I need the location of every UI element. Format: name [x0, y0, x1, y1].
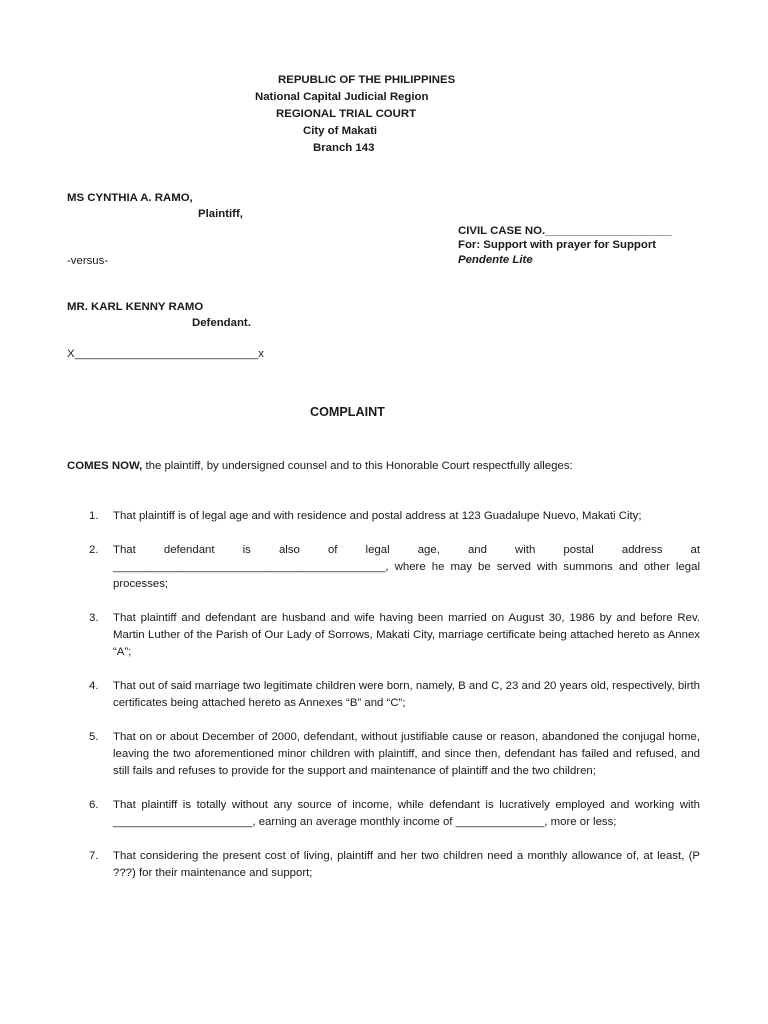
- header-city: City of Makati: [303, 125, 378, 137]
- allegation-text: That plaintiff is totally without any source of income, while defendant is lucratively employed and working with ______________________, earning an average monthly income of ______________, more or less;: [113, 799, 700, 828]
- allegation-text: That plaintiff and defendant are husband and wife having been married on August 30, 1986 by and before Rev. Martin Luther of the Parish of Our Lady of Sorrows, Makati City, marriage certificate being attached hereto as Annex “A”;: [113, 612, 700, 658]
- defendant-label: Defendant.: [192, 317, 251, 329]
- allegation-number: 6.: [89, 799, 99, 811]
- document-title: COMPLAINT: [310, 405, 385, 419]
- case-subject: For: Support with prayer for Support: [458, 239, 657, 251]
- plaintiff-name: MS CYNTHIA A. RAMO,: [67, 192, 193, 204]
- allegation-number: 5.: [89, 731, 99, 743]
- allegation-number: 7.: [89, 850, 99, 862]
- allegation-item: [68, 848, 700, 882]
- allegations-list: [68, 508, 700, 899]
- allegation-number: 3.: [89, 612, 99, 624]
- allegation-number: 4.: [89, 680, 99, 692]
- allegation-text: That out of said marriage two legitimate children were born, namely, B and C, 23 and 20 years old, respectively, birth certificates being attached hereto as Annexes “B” and “C”;: [113, 680, 700, 709]
- civil-case-number: CIVIL CASE NO.____________________: [458, 225, 672, 237]
- header-region: National Capital Judicial Region: [255, 91, 429, 103]
- allegation-text: That considering the present cost of living, plaintiff and her two children need a monthly allowance of, at least, (P ???) for their maintenance and support;: [113, 850, 700, 879]
- plaintiff-label: Plaintiff,: [198, 208, 243, 220]
- allegation-text: That plaintiff is of legal age and with residence and postal address at 123 Guadalupe Nuevo, Makati City;: [113, 510, 642, 522]
- allegation-item: [68, 797, 700, 831]
- allegation-item: [68, 610, 700, 661]
- header-republic: REPUBLIC OF THE PHILIPPINES: [278, 74, 456, 86]
- defendant-name: MR. KARL KENNY RAMO: [67, 301, 204, 313]
- allegation-number: 2.: [89, 544, 99, 556]
- caption-separator: X_____________________________x: [67, 348, 265, 360]
- allegation-text: That defendant is also of legal age, and with postal address at ___________________________________________, where he may be served with summons and other legal processes;: [113, 544, 700, 590]
- allegation-item: [68, 542, 700, 593]
- header-court: REGIONAL TRIAL COURT: [276, 108, 417, 120]
- versus-label: -versus-: [67, 255, 109, 267]
- intro-lead: COMES NOW,: [67, 460, 143, 472]
- header-branch: Branch 143: [313, 142, 375, 154]
- allegation-item: [68, 508, 700, 525]
- allegation-item: [68, 729, 700, 780]
- intro-text: the plaintiff, by undersigned counsel and to this Honorable Court respectfully alleges:: [142, 460, 573, 472]
- case-subject-italic: Pendente Lite: [458, 254, 533, 266]
- intro-paragraph: [67, 458, 573, 475]
- allegation-item: [68, 678, 700, 712]
- allegation-number: 1.: [89, 510, 99, 522]
- allegation-text: That on or about December of 2000, defendant, without justifiable cause or reason, abandoned the conjugal home, leaving the two aforementioned minor children with plaintiff, and since then, defendant has failed and refused, and still fails and refuses to provide for the support and maintenance of plaintiff and the two children;: [113, 731, 700, 777]
